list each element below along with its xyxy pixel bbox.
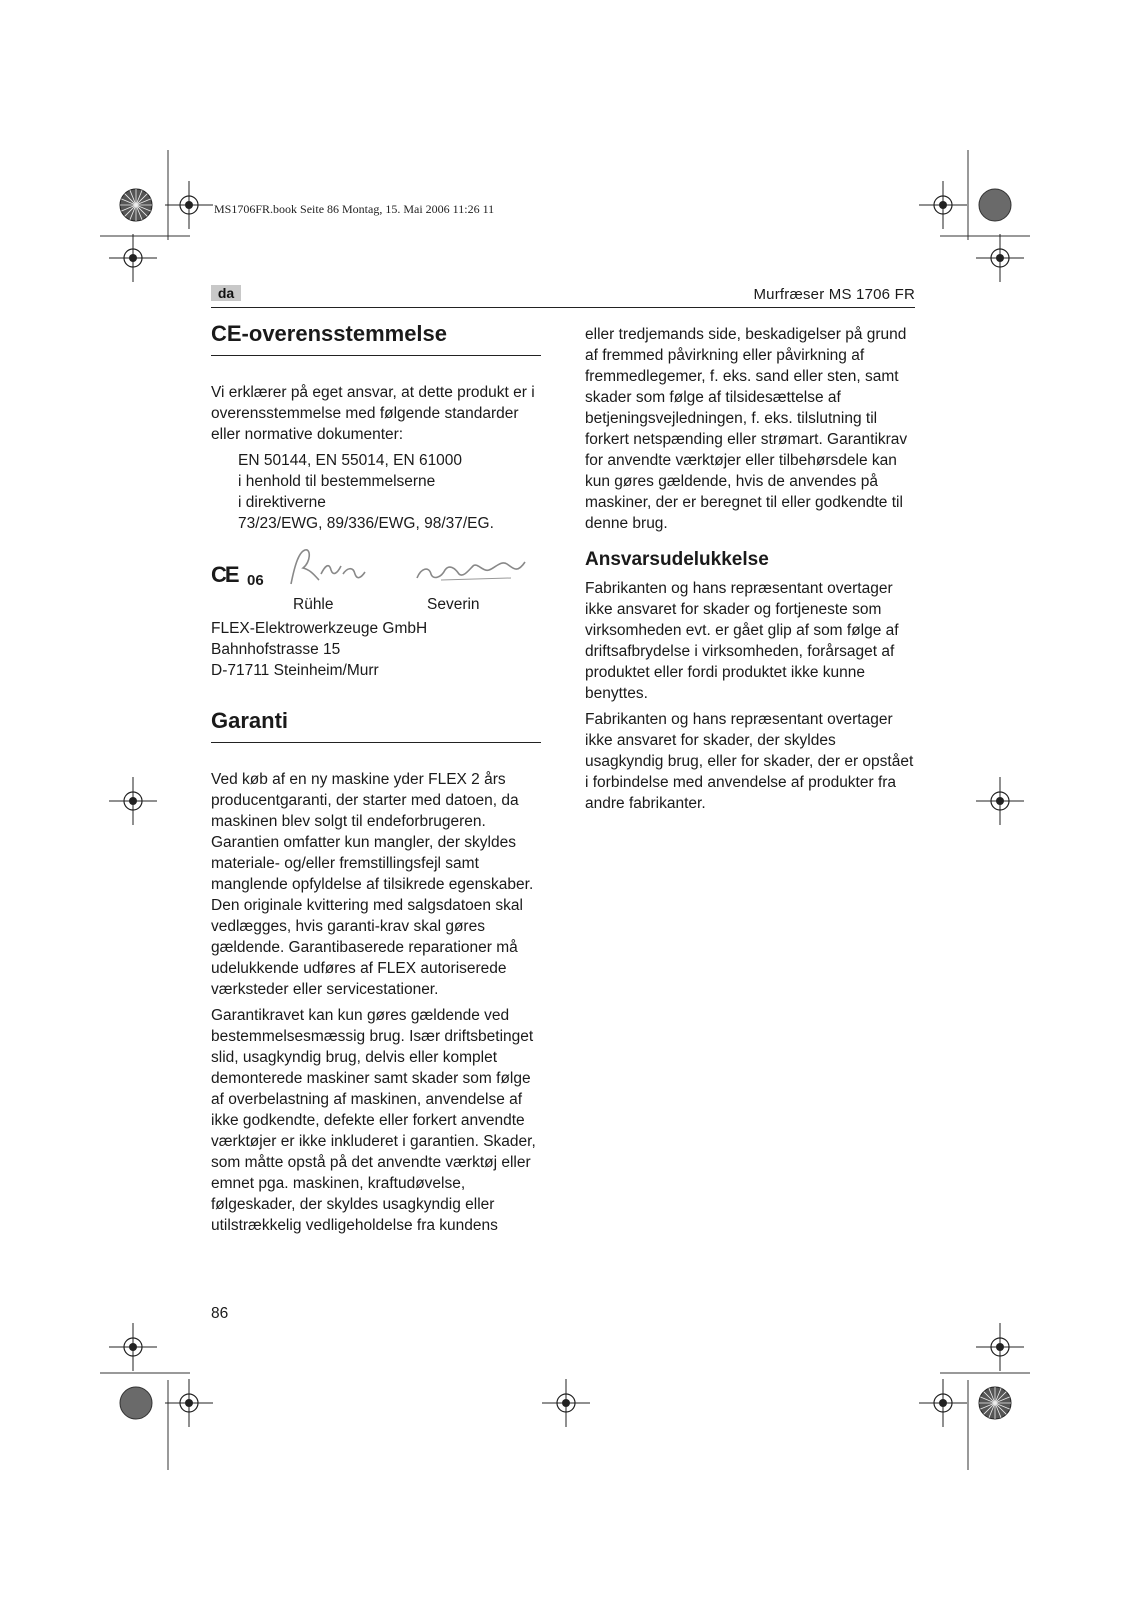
signature-ruhle — [281, 544, 371, 594]
liability-paragraph: Fabrikanten og hans repræsentant overtager ikke ansvaret for skader og fortjeneste som virksomheden evt. er gået glip af som følge af driftsafbrydelse i virksomheden, forårsaget af produktet eller fordi produktet ikke kunne benyttes. — [585, 580, 899, 702]
book-info-line: MS1706FR.book Seite 86 Montag, 15. Mai 2006 11:26 11 — [214, 202, 495, 216]
language-tag: da — [211, 285, 241, 301]
warranty-heading: Garanti — [211, 707, 541, 743]
standards-line: EN 50144, EN 55014, EN 61000 — [238, 452, 463, 469]
header-divider — [211, 307, 915, 308]
address-line: D-71711 Steinheim/Murr — [211, 662, 379, 679]
address-line: FLEX-Elektrowerkzeuge GmbH — [211, 620, 428, 637]
warranty-paragraph-continued: eller tredjemands side, beskadigelser på grund af fremmed påvirkning eller påvirkning af fremmedlegemer, f. eks. sand eller sten, samt skader som følge af tilsidesættelse af betjeningsvejledningen, f. eks. tilslutning til forkert netspænding eller strømart. Garantikrav for anvendte værktøjer eller tilbehørsdele kan kun gøres gældende, hvis de anvendes på maskiner, der er beregnet til eller godkendte til denne brug. — [585, 326, 908, 532]
right-column — [585, 324, 915, 819]
standards-line: i direktiverne — [238, 494, 326, 511]
ce-heading: CE-overensstemmelse — [211, 320, 541, 356]
signatory-name: Severin — [427, 596, 480, 613]
liability-heading: Ansvarsudelukkelse — [585, 549, 769, 570]
ce-intro: Vi erklærer på eget ansvar, at dette produkt er i overensstemmelse med følgende standarder eller normative dokumenter: — [211, 384, 535, 443]
signature-row — [211, 544, 541, 594]
signatory-names — [211, 594, 541, 618]
signature-severin — [411, 548, 531, 588]
warranty-paragraph: Garantikravet kan kun gøres gældende ved bestemmelsesmæssig brug. Især driftsbetinget slid, usagkyndig brug, delvis eller komplet demonterede maskiner samt skader som følge af overbelastning af maskinen, anvendelse af ikke godkendte, defekte eller forkert anvendte værktøjer er ikke inkluderet i garantien. Skader, som måtte opstå på det anvendte værktøj eller emnet pga. maskinen, kraftudøvelse, følgeskader, der skyldes usagkyndig eller utilstrækkelig vedligeholdelse fra kundens — [211, 1007, 536, 1234]
left-column — [211, 320, 541, 1241]
standards-line: i henhold til bestemmelserne — [238, 473, 436, 490]
address-line: Bahnhofstrasse 15 — [211, 641, 341, 658]
ce-mark: CE — [211, 562, 238, 587]
signatory-name: Rühle — [293, 596, 334, 613]
liability-paragraph: Fabrikanten og hans repræsentant overtager ikke ansvaret for skader, der skyldes usagkyndig brug, eller for skader, der er opstået i forbindelse med anvendelse af produkter fra andre fabrikanter. — [585, 711, 914, 812]
standards-line: 73/23/EWG, 89/336/EWG, 98/37/EG. — [238, 515, 494, 532]
company-address — [211, 618, 541, 681]
warranty-paragraph: Ved køb af en ny maskine yder FLEX 2 års producentgaranti, der starter med datoen, da maskinen blev solgt til endeforbrugeren. Garantien omfatter kun mangler, der skyldes materiale- og/eller fremstillingsfejl samt manglende opfyldelse af tilsikrede egenskaber. Den originale kvittering med salgsdatoen skal vedlægges, hvis garanti-krav skal gøres gældende. Garantibaserede reparationer må udelukkende udføres af FLEX autoriserede værksteder eller servicestationer. — [211, 771, 534, 998]
standards-list — [238, 450, 541, 534]
ce-year: 06 — [247, 572, 264, 589]
running-title: Murfræser MS 1706 FR — [753, 286, 915, 303]
page-number: 86 — [211, 1305, 229, 1322]
